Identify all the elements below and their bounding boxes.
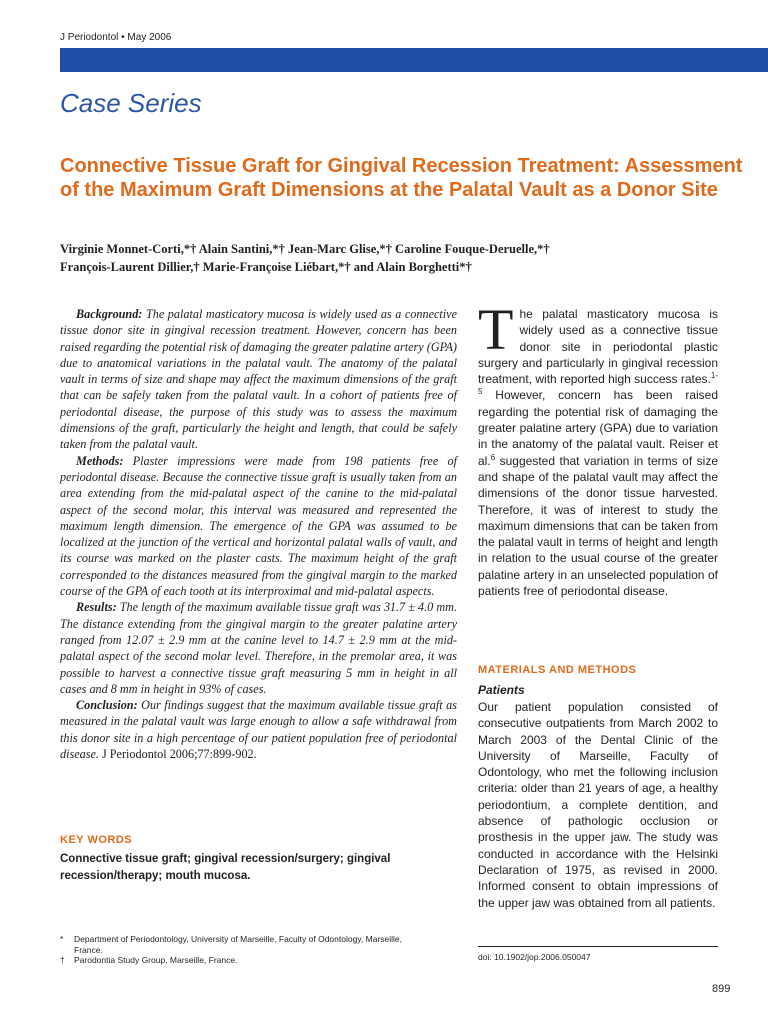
results-text: The length of the maximum available tissue graft was 31.7 ± 4.0 mm. The distance extending from the gingival margin to the greater palatine artery ranged from 12.07 ± 2.9 mm at the canine level to 14.7 ± 2.9 mm at the mid-palatal aspect of the second molar level. Therefore, in the premolar area, it was possible to harvest a connective tissue graft measuring 5 mm in height in all cases and 8 mm in height in 93% of cases.: [60, 600, 457, 696]
methods-text: Plaster impressions were made from 198 patients free of periodontal disease. Because the connective tissue graft is usually taken from an area extending from the mid-palatal aspect of the canine to the mid-palatal aspect of the second molar, this interval was measured and represented the maximum length dimension. The emergence of the GPA was assumed to be localized at the junction of the vertical and horizontal palatal walls of vault, and its course was marked on the plaster casts. The maximum height of the graft corresponded to the distances measured from the gingival margin to the marked course of the GPA of each tooth at its interproximal and mid-palatal aspects.: [60, 453, 457, 599]
methods-section-heading: MATERIALS AND METHODS: [478, 664, 637, 676]
conclusion-heading: Conclusion:: [76, 698, 138, 713]
keywords-heading: KEY WORDS: [60, 834, 133, 846]
doi-link[interactable]: doi: 10.1902/jop.2006.050047: [478, 952, 591, 962]
footnote-mark: †: [60, 955, 65, 965]
keywords-text: Connective tissue graft; gingival recession/surgery; gingival recession/therapy; mouth mucosa.: [60, 853, 391, 882]
background-text: The palatal masticatory mucosa is widely used as a connective tissue donor site in gingival recession treatment. However, concern has been raised regarding the potential risk of damaging the greater palatine artery (GPA) due to anatomical variations in the palatal vault. The anatomy of the palatal vault in terms of size and shape may affect the maximum dimensions of the graft that can be safely taken from the palatal vault. In a cohort of patients free of periodontal disease, the purpose of this study was to assess the maximum dimensions of the graft, particularly the height and length, that could be safely taken from the palatal vault.: [60, 307, 457, 452]
patients-subheading: Patients: [478, 683, 525, 697]
intro-text-b: However, concern has been raised regarding the potential risk of damaging the greater palatine artery (GPA) due to variation in the anatomy of the palatal vault. Reiser et al.: [478, 388, 718, 468]
running-head: J Periodontol • May 2006: [60, 32, 172, 43]
footnote: [60, 955, 420, 966]
header-bar: [60, 48, 768, 72]
abstract-results: [60, 599, 457, 697]
citation: J Periodontol 2006;77:899-902.: [98, 747, 257, 762]
footnote-text: Department of Periodontology, University of Marseille, Faculty of Odontology, Marseille, France.: [74, 934, 403, 955]
methods-heading: Methods:: [76, 453, 124, 468]
abstract-background: [60, 306, 457, 453]
conclusion-text: Our findings suggest that the maximum available tissue graft as measured in the palatal vault was large enough to allow a safe withdrawal from this donor site in a high percentage of our patient population free of periodontal disease.: [60, 698, 457, 762]
background-heading: Background:: [76, 307, 143, 321]
abstract-methods: [60, 453, 457, 600]
footnote: [60, 934, 420, 955]
footnotes: [60, 934, 420, 966]
abstract-conclusion: [60, 697, 457, 762]
page-number: 899: [712, 983, 731, 995]
authors-line-1: Virginie Monnet-Corti,*† Alain Santini,*† Jean-Marc Glise,*† Caroline Fouque-Deruelle,*†: [60, 242, 550, 256]
abstract: [60, 306, 457, 762]
author-list: [60, 240, 750, 276]
drop-cap: T: [478, 297, 514, 362]
reference-1-5: 1-5: [478, 371, 718, 397]
section-label: Case Series: [60, 88, 202, 118]
footnote-mark: *: [60, 934, 64, 944]
patients-text: Our patient population consisted of consecutive outpatients from March 2002 to March 2003 of the Dental Clinic of the University of Marseille, Faculty of Odontology, who met the following inclusion criteria: older than 21 years of age, a healthy periodontium, a complete dentition, and absence of pathologic occlusion or prosthesis in the upper jaw. The study was conducted in accordance with the Helsinki Declaration of 1975, as revised in 2000. Informed consent to obtain impressions of the upper jaw was obtained from all patients.: [478, 700, 718, 910]
footnote-text: Parodontia Study Group, Marseille, France.: [74, 955, 238, 965]
reference-6: 6: [490, 452, 496, 462]
intro-text-a: he palatal masticatory mucosa is widely used as a connective tissue donor site in periodontal plastic surgery and particularly in gingival recession treatment, with reported high success rates.: [478, 307, 718, 387]
article-title: Connective Tissue Graft for Gingival Recession Treatment: Assessment of the Maximum Graft Dimensions at the Palatal Vault as a Donor Site: [60, 155, 743, 201]
doi-rule: [478, 946, 718, 947]
results-heading: Results:: [76, 600, 117, 615]
introduction: [478, 297, 718, 599]
intro-text-c: suggested that variation in terms of size and shape of the palatal vault may affect the dimensions of the donor tissue harvested. Therefore, it was of interest to study the maximum dimensions that can be taken from the palatal vault in terms of height and length in relation to the usual course of the greater palatine artery in an unselected population of patients free of periodontal disease.: [478, 453, 718, 599]
authors-line-2: François-Laurent Dillier,† Marie-Françoise Liébart,*† and Alain Borghetti*†: [60, 260, 472, 274]
